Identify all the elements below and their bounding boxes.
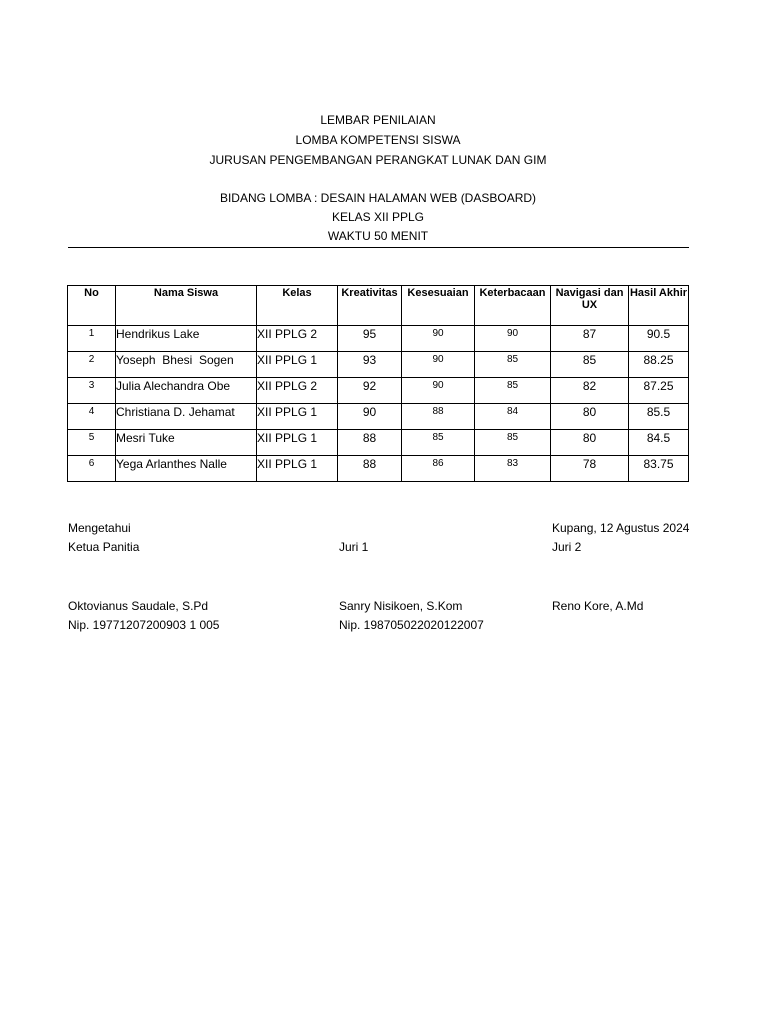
cell-final-score: 90.5	[629, 326, 689, 352]
table-header-row	[68, 286, 689, 326]
column-header-creativity: Kreativitas	[338, 286, 402, 326]
cell-no: 4	[68, 404, 116, 430]
header-competition: LOMBA KOMPETENSI SISWA	[295, 133, 461, 147]
cell-no: 2	[68, 352, 116, 378]
cell-navigation-ux: 80	[551, 430, 629, 456]
cell-name: Yega Arlanthes Nalle	[116, 456, 257, 482]
judge1-title: Juri 1	[339, 540, 369, 554]
cell-readability: 90	[475, 326, 551, 352]
chairman-nip: Nip. 19771207200903 1 005	[68, 618, 220, 632]
document-header	[68, 110, 688, 170]
cell-readability: 85	[475, 430, 551, 456]
cell-final-score: 88.25	[629, 352, 689, 378]
cell-suitability: 90	[402, 352, 475, 378]
judge1-name: Sanry Nisikoen, S.Kom	[339, 599, 463, 613]
cell-no: 6	[68, 456, 116, 482]
column-header-final-score: Hasil Akhir	[629, 286, 689, 326]
column-header-name: Nama Siswa	[116, 286, 257, 326]
acknowledged-label: Mengetahui	[68, 521, 131, 535]
cell-final-score: 83.75	[629, 456, 689, 482]
cell-creativity: 88	[338, 430, 402, 456]
judge1-nip: Nip. 198705022020122007	[339, 618, 484, 632]
cell-name: Julia Alechandra Obe	[116, 378, 257, 404]
cell-navigation-ux: 87	[551, 326, 629, 352]
cell-suitability: 88	[402, 404, 475, 430]
cell-class: XII PPLG 1	[257, 404, 338, 430]
cell-class: XII PPLG 1	[257, 456, 338, 482]
cell-readability: 83	[475, 456, 551, 482]
column-header-readability: Keterbacaan	[475, 286, 551, 326]
cell-creativity: 95	[338, 326, 402, 352]
header-title: LEMBAR PENILAIAN	[320, 113, 436, 127]
judge2-name: Reno Kore, A.Md	[552, 599, 644, 613]
cell-class: XII PPLG 2	[257, 378, 338, 404]
table-row	[68, 352, 689, 378]
cell-no: 3	[68, 378, 116, 404]
competition-time: WAKTU 50 MENIT	[327, 229, 429, 243]
chairman-name: Oktovianus Saudale, S.Pd	[68, 599, 209, 613]
cell-name: Hendrikus Lake	[116, 326, 257, 352]
cell-creativity: 93	[338, 352, 402, 378]
place-date: Kupang, 12 Agustus 2024	[552, 521, 690, 535]
table-row	[68, 378, 689, 404]
cell-readability: 84	[475, 404, 551, 430]
cell-final-score: 85.5	[629, 404, 689, 430]
cell-creativity: 90	[338, 404, 402, 430]
cell-name: Yoseph Bhesi Sogen	[116, 352, 257, 378]
cell-suitability: 90	[402, 326, 475, 352]
column-header-no: No	[68, 286, 116, 326]
cell-no: 5	[68, 430, 116, 456]
column-header-class: Kelas	[257, 286, 338, 326]
cell-no: 1	[68, 326, 116, 352]
header-divider	[68, 247, 689, 248]
cell-class: XII PPLG 2	[257, 326, 338, 352]
cell-name: Christiana D. Jehamat	[116, 404, 257, 430]
cell-suitability: 90	[402, 378, 475, 404]
cell-suitability: 85	[402, 430, 475, 456]
table-row	[68, 404, 689, 430]
cell-navigation-ux: 82	[551, 378, 629, 404]
competition-class: KELAS XII PPLG	[331, 210, 425, 224]
competition-info	[68, 189, 688, 246]
chairman-title: Ketua Panitia	[68, 540, 140, 554]
table-row	[68, 326, 689, 352]
cell-readability: 85	[475, 378, 551, 404]
cell-creativity: 92	[338, 378, 402, 404]
cell-creativity: 88	[338, 456, 402, 482]
cell-name: Mesri Tuke	[116, 430, 257, 456]
table-row	[68, 456, 689, 482]
column-header-suitability: Kesesuaian	[402, 286, 475, 326]
competition-field: BIDANG LOMBA : DESAIN HALAMAN WEB (DASBOARD)	[219, 191, 537, 205]
cell-readability: 85	[475, 352, 551, 378]
cell-final-score: 84.5	[629, 430, 689, 456]
score-table	[67, 285, 689, 482]
header-department: JURUSAN PENGEMBANGAN PERANGKAT LUNAK DAN GIM	[209, 153, 547, 167]
judge2-title: Juri 2	[552, 540, 582, 554]
cell-navigation-ux: 78	[551, 456, 629, 482]
table-row	[68, 430, 689, 456]
column-header-navigation-ux: Navigasi dan UX	[551, 286, 629, 326]
cell-suitability: 86	[402, 456, 475, 482]
cell-class: XII PPLG 1	[257, 430, 338, 456]
cell-navigation-ux: 80	[551, 404, 629, 430]
cell-navigation-ux: 85	[551, 352, 629, 378]
cell-final-score: 87.25	[629, 378, 689, 404]
cell-class: XII PPLG 1	[257, 352, 338, 378]
